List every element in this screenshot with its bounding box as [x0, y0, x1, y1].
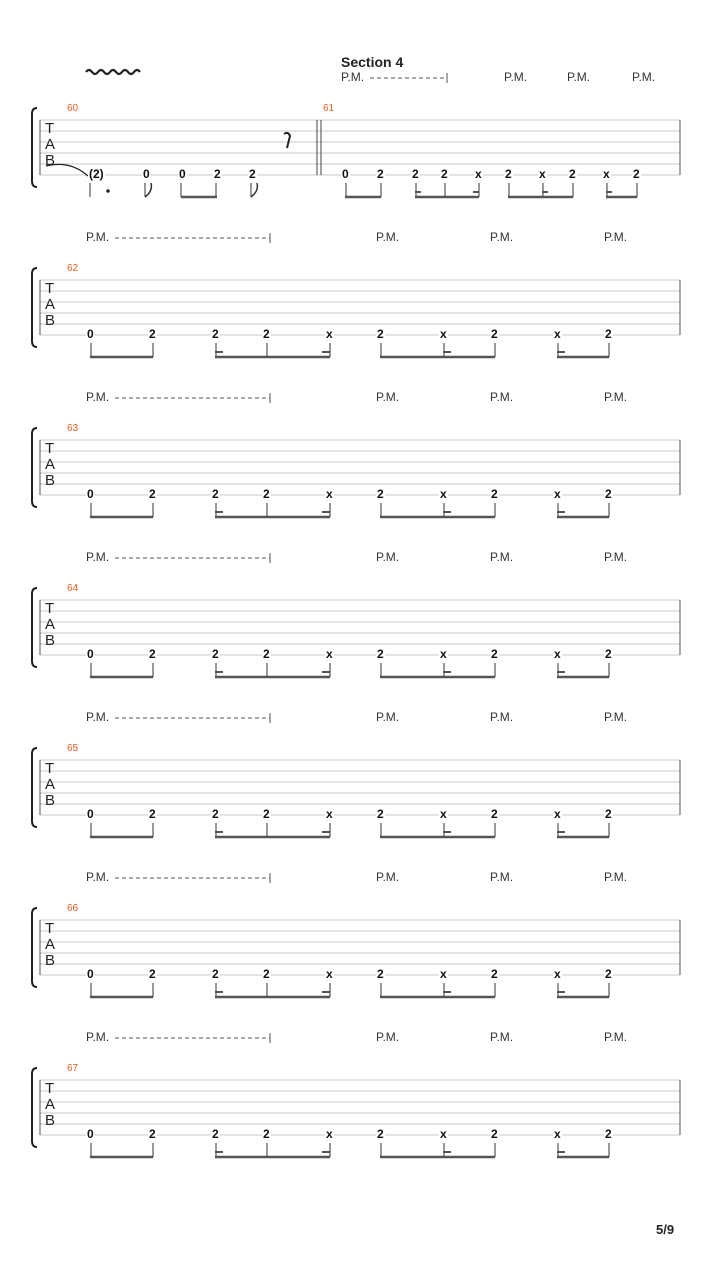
tab-note: x: [603, 167, 610, 181]
tab-note: x: [326, 487, 333, 501]
tab-note: x: [539, 167, 546, 181]
palm-mute-label: P.M.: [86, 230, 110, 244]
measure-number: 62: [67, 263, 79, 274]
tab-note: 2: [441, 167, 448, 181]
tab-note: 2: [377, 487, 384, 501]
tab-note: x: [554, 807, 561, 821]
vibrato-symbol: [86, 70, 140, 74]
tab-note: 2: [491, 1127, 498, 1141]
tab-note: 2: [212, 1127, 219, 1141]
palm-mute-label: P.M.: [604, 870, 628, 884]
tab-note: 0: [342, 167, 349, 181]
tab-note: 2: [377, 167, 384, 181]
measure-number: 67: [67, 1063, 79, 1074]
tab-note: 2: [605, 647, 612, 661]
tab-note: 2: [149, 967, 156, 981]
tab-letter: B: [45, 472, 56, 489]
palm-mute-label: P.M.: [376, 710, 400, 724]
tab-letter: A: [45, 776, 56, 793]
tab-note: 2: [491, 967, 498, 981]
tab-note: 2: [263, 487, 270, 501]
tab-note: x: [440, 967, 447, 981]
tab-note: 2: [605, 327, 612, 341]
palm-mute-label: P.M.: [490, 1030, 514, 1044]
section-title: Section 4: [341, 54, 404, 70]
staff-bracket: [32, 1068, 37, 1147]
tab-note: 2: [212, 967, 219, 981]
tab-note: 2: [377, 1127, 384, 1141]
palm-mute-label: P.M.: [86, 390, 110, 404]
palm-mute-label: P.M.: [490, 230, 514, 244]
tab-note: x: [554, 327, 561, 341]
tab-note: 2: [263, 327, 270, 341]
dot: [107, 190, 109, 192]
tab-note: 2: [212, 327, 219, 341]
measure-number: 63: [67, 423, 79, 434]
measure-number: 65: [67, 743, 79, 754]
staff-bracket: [32, 588, 37, 667]
tab-note: 2: [605, 487, 612, 501]
tab-note: x: [326, 647, 333, 661]
tab-note: 2: [491, 647, 498, 661]
tab-letter: A: [45, 1096, 56, 1113]
palm-mute-label: P.M.: [604, 710, 628, 724]
measure-number: 60: [67, 103, 79, 114]
tab-note: x: [440, 807, 447, 821]
palm-mute-label: P.M.: [504, 70, 528, 84]
staff-bracket: [32, 108, 37, 187]
tab-letter: T: [45, 440, 55, 457]
tab-letter: T: [45, 760, 55, 777]
palm-mute-label: P.M.: [632, 70, 656, 84]
tab-letter: B: [45, 952, 56, 969]
palm-mute-label: P.M.: [604, 390, 628, 404]
tab-letter: T: [45, 280, 55, 297]
tab-note: 2: [263, 1127, 270, 1141]
tab-note: x: [554, 487, 561, 501]
tab-letter: T: [45, 600, 55, 617]
tab-note: 0: [87, 1127, 94, 1141]
palm-mute-label: P.M.: [86, 550, 110, 564]
tab-note: 2: [149, 647, 156, 661]
tab-note: 2: [377, 327, 384, 341]
palm-mute-label: P.M.: [490, 390, 514, 404]
palm-mute-label: P.M.: [376, 390, 400, 404]
tab-note: 0: [87, 647, 94, 661]
tab-note: (2): [89, 167, 104, 181]
palm-mute-label: P.M.: [376, 1030, 400, 1044]
tab-letter: A: [45, 136, 56, 153]
tab-note: x: [475, 167, 482, 181]
tab-note: 2: [263, 807, 270, 821]
note-flag: [251, 183, 257, 197]
tab-note: 2: [212, 487, 219, 501]
tab-note: 0: [179, 167, 186, 181]
tab-letter: B: [45, 792, 56, 809]
tab-note: 2: [214, 167, 221, 181]
tab-note: x: [326, 327, 333, 341]
tab-note: x: [440, 487, 447, 501]
palm-mute-label: P.M.: [86, 1030, 110, 1044]
tab-note: 2: [149, 807, 156, 821]
tab-note: 2: [212, 647, 219, 661]
tab-note: 0: [143, 167, 150, 181]
palm-mute-label: P.M.: [604, 1030, 628, 1044]
tab-note: 2: [569, 167, 576, 181]
tab-note: x: [554, 1127, 561, 1141]
tab-note: 2: [263, 967, 270, 981]
palm-mute-label: P.M.: [376, 230, 400, 244]
tab-note: 2: [605, 967, 612, 981]
tab-note: x: [326, 807, 333, 821]
tab-letter: T: [45, 920, 55, 937]
eighth-rest: [284, 133, 290, 148]
tab-note: 2: [149, 1127, 156, 1141]
measure-number: 61: [323, 103, 335, 114]
staff-bracket: [32, 908, 37, 987]
tab-letter: A: [45, 296, 56, 313]
tab-note: 2: [505, 167, 512, 181]
tab-note: 2: [491, 487, 498, 501]
palm-mute-label: P.M.: [490, 550, 514, 564]
tab-note: 2: [491, 327, 498, 341]
tab-note: 0: [87, 967, 94, 981]
measure-number: 64: [67, 583, 79, 594]
tab-note: x: [326, 967, 333, 981]
tab-note: 2: [377, 647, 384, 661]
tab-note: 2: [377, 807, 384, 821]
palm-mute-label: P.M.: [490, 710, 514, 724]
tab-letter: T: [45, 1080, 55, 1097]
tab-note: 0: [87, 487, 94, 501]
tab-note: 0: [87, 327, 94, 341]
tab-note: x: [440, 327, 447, 341]
tab-note: 2: [491, 807, 498, 821]
tab-note: 2: [249, 167, 256, 181]
palm-mute-label: P.M.: [604, 550, 628, 564]
tab-letter: A: [45, 936, 56, 953]
palm-mute-label: P.M.: [86, 710, 110, 724]
palm-mute-label: P.M.: [341, 70, 365, 84]
tab-note: 2: [377, 967, 384, 981]
tab-note: x: [440, 1127, 447, 1141]
palm-mute-label: P.M.: [86, 870, 110, 884]
measure-number: 66: [67, 903, 79, 914]
palm-mute-label: P.M.: [490, 870, 514, 884]
tab-note: 2: [212, 807, 219, 821]
tab-note: 2: [263, 647, 270, 661]
tab-note: 2: [149, 487, 156, 501]
note-flag: [145, 183, 151, 197]
tab-letter: B: [45, 632, 56, 649]
palm-mute-label: P.M.: [376, 870, 400, 884]
tab-letter: B: [45, 152, 56, 169]
tab-letter: T: [45, 120, 55, 137]
tab-note: x: [554, 967, 561, 981]
tab-note: 2: [633, 167, 640, 181]
tab-note: 2: [149, 327, 156, 341]
tab-note: 2: [412, 167, 419, 181]
tab-note: 0: [87, 807, 94, 821]
tab-letter: A: [45, 616, 56, 633]
tab-letter: B: [45, 1112, 56, 1129]
tab-letter: B: [45, 312, 56, 329]
page-indicator: 5/9: [656, 1222, 675, 1237]
palm-mute-label: P.M.: [376, 550, 400, 564]
tab-note: x: [554, 647, 561, 661]
tab-note: 2: [605, 807, 612, 821]
staff-bracket: [32, 748, 37, 827]
palm-mute-label: P.M.: [604, 230, 628, 244]
staff-bracket: [32, 428, 37, 507]
tab-note: 2: [605, 1127, 612, 1141]
palm-mute-label: P.M.: [567, 70, 591, 84]
tab-note: x: [440, 647, 447, 661]
tab-letter: A: [45, 456, 56, 473]
staff-bracket: [32, 268, 37, 347]
tab-note: x: [326, 1127, 333, 1141]
